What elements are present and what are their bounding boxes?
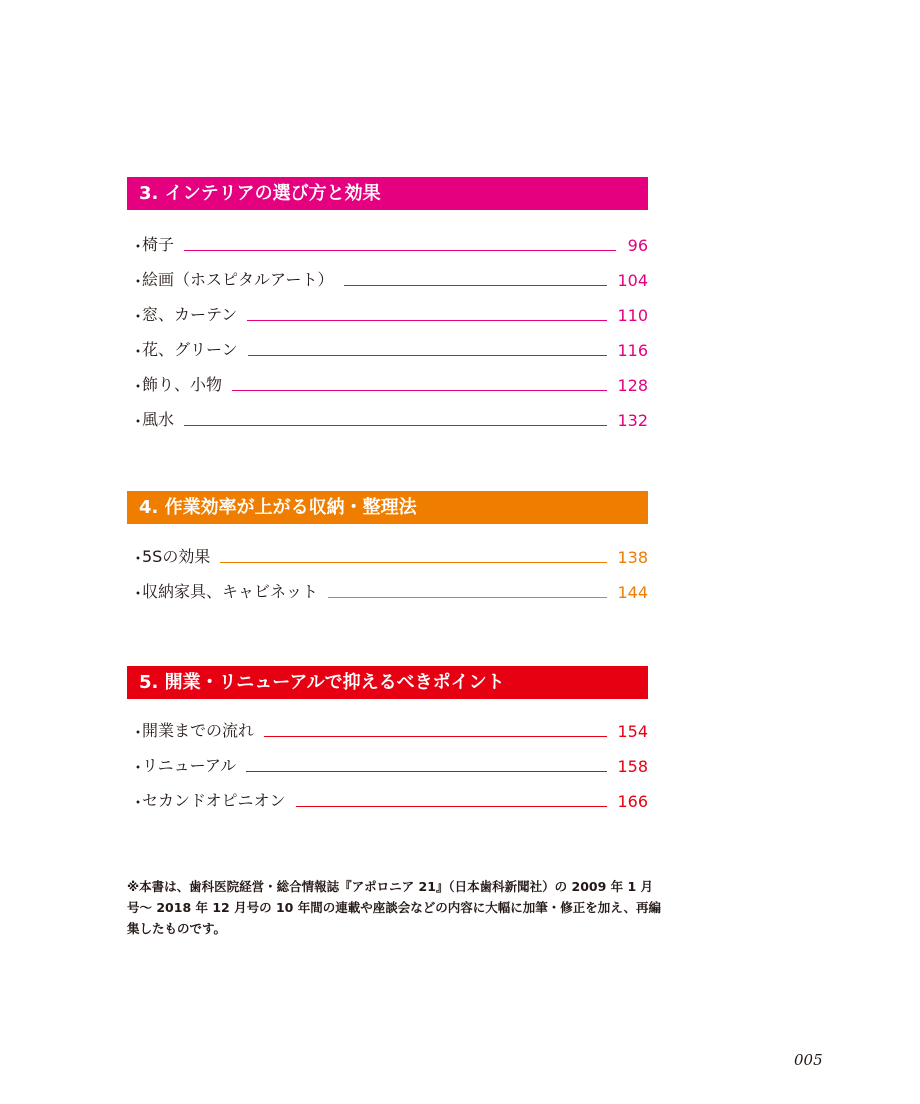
leader-line	[246, 771, 607, 772]
toc-entry[interactable]	[127, 257, 648, 292]
toc-entry[interactable]	[127, 362, 648, 397]
bullet: ・	[130, 307, 147, 326]
bullet: ・	[130, 272, 147, 291]
bullet: ・	[130, 793, 147, 812]
footnote: ※本書は、歯科医院経営・総合情報誌『アポロニア 21』（日本歯科新聞社）の 2009 年 1 月号〜 2018 年 12 月号の 10 年間の連載や座談会などの内容に大幅に加筆・修正を加え、再編集したものです。	[127, 879, 661, 936]
entry-title: 風水	[142, 410, 175, 429]
entry-title: 絵画（ホスピタルアート）	[142, 270, 334, 289]
bullet: ・	[130, 412, 147, 431]
leader-line	[184, 250, 616, 251]
page-number: 166	[617, 792, 648, 811]
page-number: 154	[617, 722, 648, 741]
entry-title: セカンドオピニオン	[142, 791, 286, 810]
section-4-entries	[127, 534, 648, 604]
entry-title: 椅子	[142, 235, 175, 254]
toc-entry[interactable]	[127, 397, 648, 432]
leader-line	[296, 806, 608, 807]
entry-title: 開業までの流れ	[142, 721, 255, 740]
leader-line	[328, 597, 607, 598]
leader-line	[184, 425, 607, 426]
section-3-entries	[127, 222, 648, 432]
toc-entry[interactable]	[127, 222, 648, 257]
toc-entry[interactable]	[127, 292, 648, 327]
entry-title: リニューアル	[142, 756, 237, 775]
page-number: 144	[617, 583, 648, 602]
toc-entry[interactable]	[127, 569, 648, 604]
section-5-header: 5. 開業・リニューアルで抑えるべきポイント	[127, 666, 648, 699]
leader-line	[344, 285, 608, 286]
page-number: 138	[617, 548, 648, 567]
page-number: 110	[617, 306, 648, 325]
leader-line	[247, 320, 607, 321]
toc-entry[interactable]	[127, 743, 648, 778]
bullet: ・	[130, 723, 147, 742]
leader-line	[220, 562, 607, 563]
bullet: ・	[130, 549, 147, 568]
entry-title: 5Sの効果	[142, 547, 211, 566]
toc-entry[interactable]	[127, 534, 648, 569]
entry-title: 収納家具、キャビネット	[142, 582, 319, 601]
section-3-header: 3. インテリアの選び方と効果	[127, 177, 648, 210]
page-number: 158	[617, 757, 648, 776]
toc-section-4	[127, 491, 648, 604]
page-number: 104	[617, 271, 648, 290]
bullet: ・	[130, 758, 147, 777]
bullet: ・	[130, 237, 147, 256]
bullet: ・	[130, 342, 147, 361]
bullet: ・	[130, 377, 147, 396]
section-5-entries	[127, 708, 648, 813]
entry-title: 窓、カーテン	[142, 305, 238, 324]
entry-title: 飾り、小物	[142, 375, 223, 394]
toc-entry[interactable]	[127, 708, 648, 743]
page-number: 132	[617, 411, 648, 430]
leader-line	[232, 390, 607, 391]
bullet: ・	[130, 584, 147, 603]
leader-line	[264, 736, 607, 737]
page-number: 128	[617, 376, 648, 395]
page-number: 96	[627, 236, 648, 255]
toc-section-5	[127, 666, 648, 813]
page-number: 116	[617, 341, 648, 360]
section-4-header: 4. 作業効率が上がる収納・整理法	[127, 491, 648, 524]
toc-entry[interactable]	[127, 778, 648, 813]
toc-section-3	[127, 177, 648, 432]
toc-entry[interactable]	[127, 327, 648, 362]
leader-line	[248, 355, 608, 356]
page-folio: 005	[794, 1051, 823, 1069]
entry-title: 花、グリーン	[142, 340, 238, 359]
